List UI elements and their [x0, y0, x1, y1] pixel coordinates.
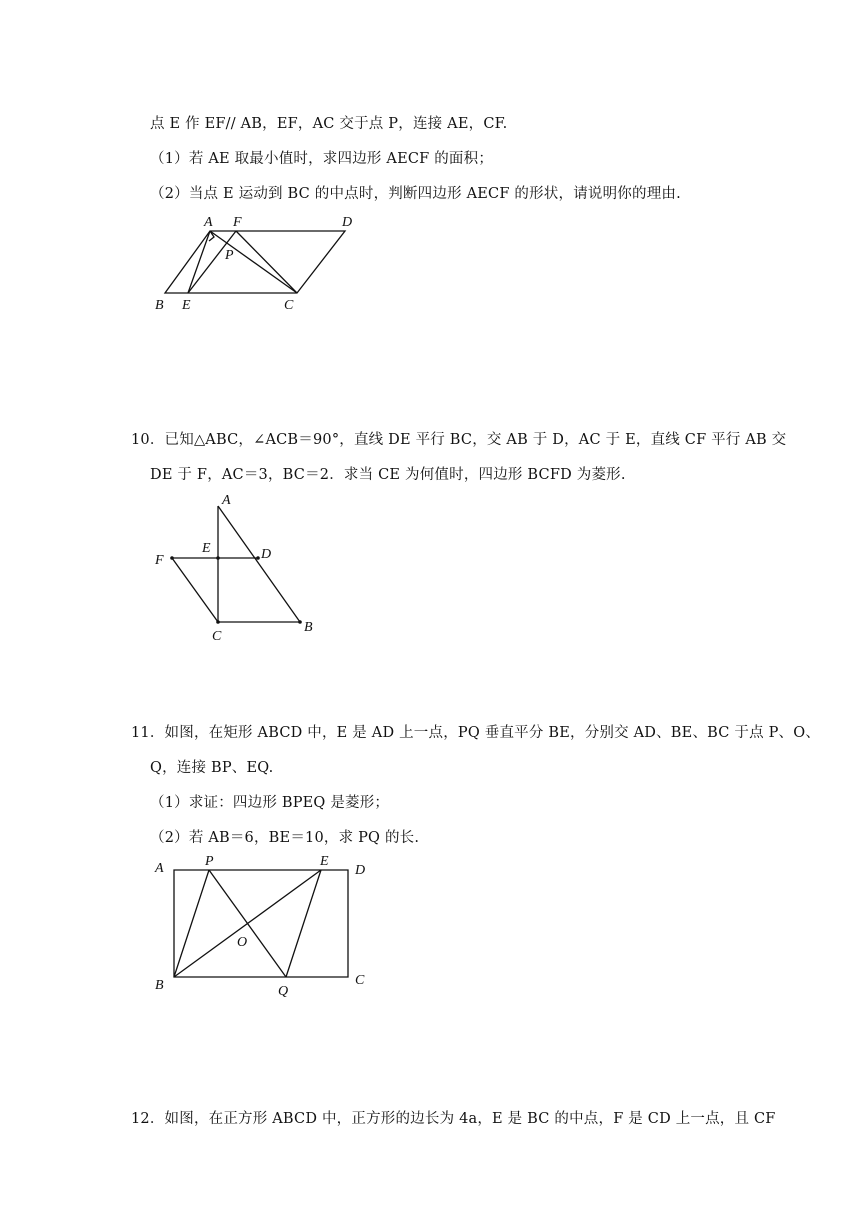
- q11-part2: （2）若 AB＝6，BE＝10，求 PQ 的长.: [150, 830, 420, 846]
- q10-line2: DE 于 F，AC＝3，BC＝2．求当 CE 为何值时，四边形 BCFD 为菱形.: [150, 467, 626, 483]
- q11-part1: （1）求证：四边形 BPEQ 是菱形；: [150, 795, 390, 811]
- label-b: B: [155, 298, 164, 313]
- rectangle-abcd: [174, 870, 348, 977]
- label-b: B: [155, 978, 164, 993]
- parallelogram-abcd: [165, 231, 345, 293]
- label-e: E: [202, 541, 211, 556]
- label-e: E: [320, 854, 329, 869]
- label-p: P: [205, 854, 214, 869]
- label-d: D: [355, 863, 366, 878]
- segment-cf: [236, 231, 297, 293]
- label-d: D: [261, 547, 272, 562]
- q11-line2: Q，连接 BP、EQ.: [150, 760, 274, 776]
- label-f: F: [233, 215, 242, 230]
- label-f: F: [155, 553, 164, 568]
- q10-line1: 10．已知△ABC，∠ACB＝90°，直线 DE 平行 BC，交 AB 于 D，AC 于 E，直线 CF 平行 AB 交: [131, 432, 787, 448]
- label-c: C: [355, 973, 365, 988]
- label-c: C: [212, 629, 222, 644]
- segment-eq: [286, 870, 321, 977]
- q9-part1: （1）若 AE 取最小值时，求四边形 AECF 的面积；: [150, 151, 494, 167]
- label-a: A: [222, 493, 231, 508]
- label-b: B: [304, 620, 313, 635]
- label-a: A: [155, 861, 164, 876]
- label-a: A: [204, 215, 213, 230]
- q9-intro: 点 E 作 EF// AB，EF，AC 交于点 P，连接 AE，CF.: [150, 116, 508, 132]
- label-c: C: [284, 298, 294, 313]
- label-d: D: [342, 215, 353, 230]
- label-e: E: [182, 298, 191, 313]
- segment-bp: [174, 870, 209, 977]
- q12-line1: 12．如图，在正方形 ABCD 中，正方形的边长为 4a，E 是 BC 的中点，F 是 CD 上一点，且 CF: [131, 1111, 776, 1127]
- q11-line1: 11．如图，在矩形 ABCD 中，E 是 AD 上一点，PQ 垂直平分 BE，分别交 AD、BE、BC 于点 P、O、: [131, 725, 821, 741]
- segment-fc: [172, 558, 218, 622]
- q10-figure: [150, 488, 330, 652]
- segment-ae: [188, 231, 210, 293]
- label-o: O: [237, 935, 248, 950]
- segment-ab: [218, 506, 300, 622]
- segment-pq: [209, 870, 286, 977]
- q9-figure: [140, 205, 380, 324]
- q9-part2: （2）当点 E 运动到 BC 的中点时，判断四边形 AECF 的形状，请说明你的理由.: [150, 186, 681, 202]
- segment-ac: [210, 231, 297, 293]
- q11-figure: [145, 850, 385, 1004]
- label-p: P: [225, 248, 234, 263]
- label-q: Q: [278, 984, 289, 999]
